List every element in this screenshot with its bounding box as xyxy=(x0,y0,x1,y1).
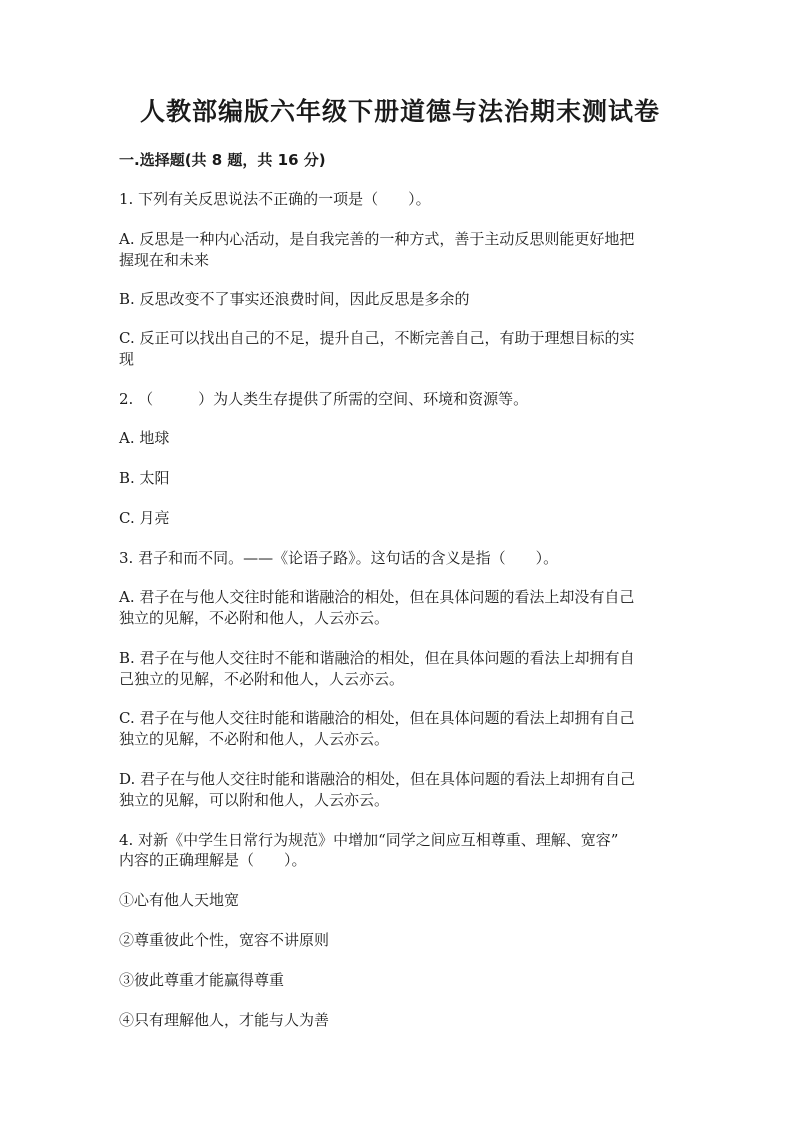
question-4-item-1: ①心有他人天地宽 xyxy=(119,891,240,909)
question-1-option-b: B. 反思改变不了事实还浪费时间，因此反思是多余的 xyxy=(119,290,470,308)
question-1-option-c: C. 反正可以找出自己的不足，提升自己，不断完善自己，有助于理想目标的实 xyxy=(119,329,635,347)
question-2-option-b: B. 太阳 xyxy=(119,469,170,487)
question-3-stem: 3. 君子和而不同。——《论语子路》。这句话的含义是指（ ）。 xyxy=(119,549,559,567)
question-3-option-b: B. 君子在与他人交往时不能和谐融洽的相处，但在具体问题的看法上却拥有自 xyxy=(119,649,635,667)
question-1-option-a: A. 反思是一种内心活动，是自我完善的一种方式，善于主动反思则能更好地把 xyxy=(119,230,635,248)
question-4-item-2: ②尊重彼此个性，宽容不讲原则 xyxy=(119,931,330,949)
question-3-option-b-cont: 己独立的见解，不必附和他人，人云亦云。 xyxy=(119,670,405,688)
question-2-option-c: C. 月亮 xyxy=(119,509,170,527)
question-2-stem: 2. （ ）为人类生存提供了所需的空间、环境和资源等。 xyxy=(119,390,529,408)
question-3-option-d: D. 君子在与他人交往时能和谐融洽的相处，但在具体问题的看法上却拥有自己 xyxy=(119,770,636,788)
question-2-option-a: A. 地球 xyxy=(119,429,170,447)
question-4-stem: 4. 对新《中学生日常行为规范》中增加“同学之间应互相尊重、理解、宽容” xyxy=(119,831,619,849)
document-title: 人教部编版六年级下册道德与法治期末测试卷 xyxy=(139,97,660,126)
question-3-option-a-cont: 独立的见解，不必附和他人，人云亦云。 xyxy=(119,609,390,627)
question-1-option-a-cont: 握现在和未来 xyxy=(119,251,210,269)
question-4-item-4: ④只有理解他人，才能与人为善 xyxy=(119,1011,330,1029)
question-4-item-3: ③彼此尊重才能赢得尊重 xyxy=(119,971,285,989)
question-4-stem-cont: 内容的正确理解是（ ）。 xyxy=(119,851,307,869)
question-1-option-c-cont: 现 xyxy=(119,350,135,368)
question-3-option-d-cont: 独立的见解，可以附和他人，人云亦云。 xyxy=(119,791,390,809)
question-1-stem: 1. 下列有关反思说法不正确的一项是（ ）。 xyxy=(119,190,431,208)
question-3-option-c: C. 君子在与他人交往时能和谐融洽的相处，但在具体问题的看法上却拥有自己 xyxy=(119,709,635,727)
section-heading: 一.选择题(共 8 题，共 16 分) xyxy=(119,151,326,169)
question-3-option-a: A. 君子在与他人交往时能和谐融洽的相处，但在具体问题的看法上却没有自己 xyxy=(119,588,635,606)
question-3-option-c-cont: 独立的见解，不必附和他人，人云亦云。 xyxy=(119,730,390,748)
